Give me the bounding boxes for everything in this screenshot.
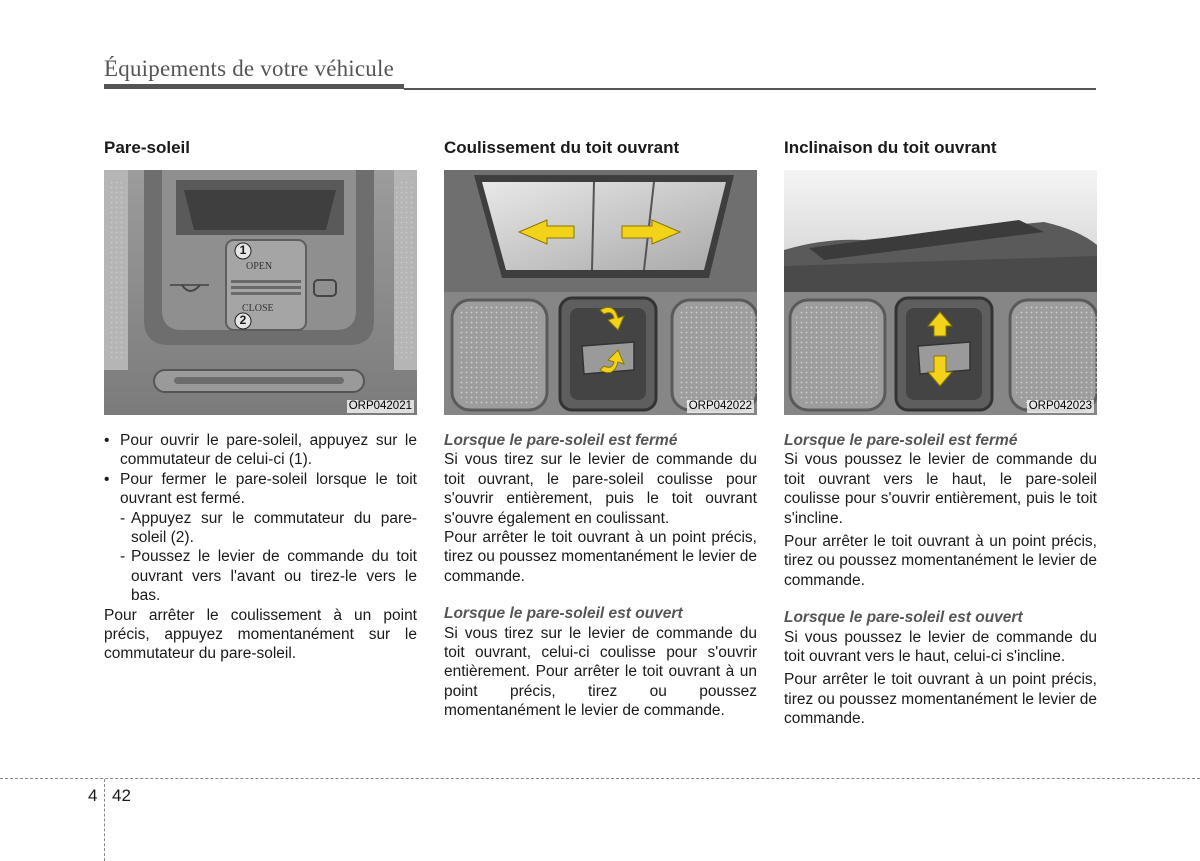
column-pare-soleil xyxy=(104,138,417,664)
column-coulissement xyxy=(444,138,757,721)
page-header-title: Équipements de votre véhicule xyxy=(104,56,395,81)
sunroof-tilt-illustration xyxy=(784,170,1097,415)
figure-code: ORP042022 xyxy=(688,400,752,412)
column-body xyxy=(104,431,417,664)
switch-label-close: CLOSE xyxy=(242,303,274,314)
section-heading: Inclinaison du toit ouvrant xyxy=(784,138,997,157)
section-heading: Coulissement du toit ouvrant xyxy=(444,138,680,157)
page-number: 42 xyxy=(112,786,131,805)
figure-sunshade-switch xyxy=(104,170,417,415)
bullet-item: • Pour ouvrir le pare-soleil, appuyez sur le commutateur de celui-ci (1). xyxy=(104,431,417,470)
footer-rule xyxy=(0,778,1200,779)
figure-sunroof-tilt xyxy=(784,170,1097,415)
bullet-item: • Pour fermer le pare-soleil lorsque le toit ouvrant est fermé. xyxy=(104,470,417,509)
subheading: Lorsque le pare-soleil est fermé xyxy=(784,432,1018,449)
column-inclinaison xyxy=(784,138,1097,729)
column-body xyxy=(444,431,757,721)
chapter-number: 4 xyxy=(88,786,98,805)
callout-2: 2 xyxy=(239,313,247,327)
header-rule-thick xyxy=(104,84,404,89)
subheading: Lorsque le pare-soleil est ouvert xyxy=(444,605,683,623)
footer-vertical-rule xyxy=(104,779,105,861)
section-heading: Pare-soleil xyxy=(104,138,190,157)
dash-item-text: Poussez le levier de commande du toit ouvrant vers l'avant ou tirez-le vers le bas. xyxy=(131,548,417,605)
figure-code: ORP042023 xyxy=(1028,400,1092,412)
dash-item: - Appuyez sur le commutateur du pare-soleil (2). xyxy=(120,509,417,547)
paragraph: Si vous poussez le levier de commande du toit ouvrant vers le haut, celui-ci s'incline. xyxy=(784,628,1097,666)
paragraph: Si vous tirez sur le levier de commande du toit ouvrant, celui-ci coulisse pour s'ouvrir entièrement. Pour arrêter le toit ouvrant à un point précis, tirez ou poussez momentanément le levier de commande. xyxy=(444,624,757,720)
dash-item: - Poussez le levier de commande du toit ouvrant vers l'avant ou tirez-le vers le bas. xyxy=(120,548,417,605)
sunshade-switch-illustration xyxy=(104,170,417,415)
paragraph: Si vous tirez sur le levier de commande du toit ouvrant, le pare-soleil coulisse pour s'ouvrir entièrement, puis le toit ouvrant s'ouvre également en coulissant. xyxy=(444,451,757,527)
paragraph: Pour arrêter le toit ouvrant à un point précis, tirez ou poussez momentanément le levier de commande. xyxy=(784,671,1097,728)
switch-label-open: OPEN xyxy=(246,261,273,272)
header-rule-thin xyxy=(404,88,1096,90)
subheading: Lorsque le pare-soleil est ouvert xyxy=(784,609,1023,627)
paragraph: Si vous poussez le levier de commande du toit ouvrant vers le haut, le pare-soleil coulisse pour s'ouvrir entièrement, puis le toit s'incline. xyxy=(784,451,1097,527)
dash-item-text: Appuyez sur le commutateur du pare-soleil (2). xyxy=(131,509,417,547)
sunroof-slide-illustration xyxy=(444,170,757,415)
figure-code: ORP042021 xyxy=(348,400,412,412)
figure-sunroof-slide xyxy=(444,170,757,415)
column-body xyxy=(784,431,1097,729)
callout-1: 1 xyxy=(239,243,247,257)
closing-paragraph: Pour arrêter le coulissement à un point précis, appuyez momentanément sur le commutateur du pare-soleil. xyxy=(104,606,417,663)
paragraph: Pour arrêter le toit ouvrant à un point précis, tirez ou poussez momentanément le levier de commande. xyxy=(444,529,757,585)
subheading: Lorsque le pare-soleil est fermé xyxy=(444,432,678,449)
paragraph: Pour arrêter le toit ouvrant à un point précis, tirez ou poussez momentanément le levier de commande. xyxy=(784,533,1097,589)
